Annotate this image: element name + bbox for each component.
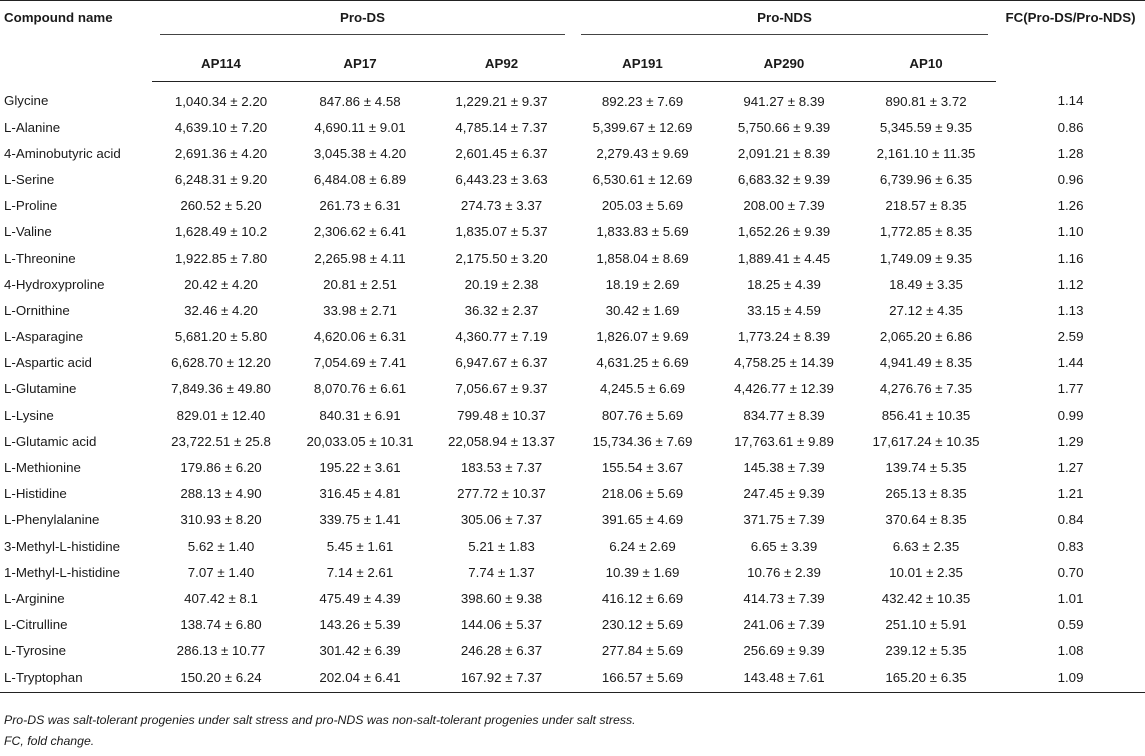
fc-cell: 0.70 (1057, 564, 1084, 580)
compound-name-cell: L-Methionine (4, 460, 81, 476)
value-cell: 208.00 ± 7.39 (743, 198, 825, 214)
value-cell: 239.12 ± 5.35 (885, 643, 967, 659)
compound-name-cell: L-Alanine (4, 119, 61, 135)
fc-cell: 1.44 (1057, 355, 1084, 371)
value-cell: 165.20 ± 6.35 (856, 664, 996, 693)
value-cell: 1,749.09 ± 9.35 (879, 250, 973, 266)
header-row-groups (0, 1, 1145, 47)
value-cell: 1,858.04 ± 8.69 (596, 250, 689, 266)
value-cell: 274.73 ± 3.37 (460, 198, 543, 214)
sample-header: AP10 (856, 46, 996, 82)
footnote-definition: Pro-DS was salt-tolerant progenies under salt stress and pro-NDS was non-salt-tolerant progenies under salt stress. (4, 713, 636, 727)
value-cell: 145.38 ± 7.39 (743, 460, 825, 476)
value-cell: 230.12 ± 5.69 (601, 617, 684, 633)
value-cell: 22,058.94 ± 13.37 (447, 433, 556, 449)
value-cell: 5,681.20 ± 5.80 (174, 329, 268, 345)
compound-name-cell: L-Ornithine (4, 302, 70, 318)
fc-cell: 0.59 (1057, 617, 1084, 633)
header-row-samples (0, 46, 1145, 82)
value-cell: 33.15 ± 4.59 (747, 302, 821, 318)
compound-name-cell: 1-Methyl-L-histidine (4, 564, 121, 580)
value-cell: 6,628.70 ± 12.20 (171, 355, 271, 371)
value-cell: 143.26 ± 5.39 (319, 617, 401, 633)
value-cell: 2,601.45 ± 6.37 (455, 145, 548, 161)
fc-cell: 1.09 (996, 664, 1145, 693)
value-cell: 32.46 ± 4.20 (184, 302, 258, 318)
value-cell: 277.72 ± 10.37 (457, 486, 546, 502)
value-cell: 143.48 ± 7.61 (712, 664, 856, 693)
fc-cell: 1.28 (1057, 145, 1084, 161)
value-cell: 288.13 ± 4.90 (180, 486, 262, 502)
value-cell: 890.81 ± 3.72 (885, 93, 967, 109)
value-cell: 246.28 ± 6.37 (460, 643, 543, 659)
fc-cell: 1.14 (1057, 93, 1084, 109)
table-footnotes (4, 710, 636, 752)
value-cell: 4,276.76 ± 7.35 (879, 381, 973, 397)
value-cell: 179.86 ± 6.20 (180, 460, 262, 476)
sample-header: AP191 (573, 46, 712, 82)
value-cell: 316.45 ± 4.81 (319, 486, 401, 502)
value-cell: 1,826.07 ± 9.69 (596, 329, 689, 345)
table-row (0, 350, 1145, 376)
value-cell: 218.57 ± 8.35 (885, 198, 967, 214)
value-cell: 1,889.41 ± 4.45 (737, 250, 831, 266)
fc-cell: 0.83 (1057, 538, 1084, 554)
value-cell: 5,345.59 ± 9.35 (879, 119, 973, 135)
value-cell: 6.24 ± 2.69 (609, 538, 676, 554)
value-cell: 1,652.26 ± 9.39 (737, 224, 831, 240)
value-cell: 277.84 ± 5.69 (601, 643, 684, 659)
value-cell: 1,773.24 ± 8.39 (737, 329, 831, 345)
table-row (0, 219, 1145, 245)
value-cell: 15,734.36 ± 7.69 (592, 433, 693, 449)
value-cell: 265.13 ± 8.35 (885, 486, 967, 502)
value-cell: 2,091.21 ± 8.39 (737, 145, 831, 161)
value-cell: 4,785.14 ± 7.37 (455, 119, 548, 135)
value-cell: 18.25 ± 4.39 (747, 276, 821, 292)
value-cell: 1,229.21 ± 9.37 (455, 93, 548, 109)
fc-cell: 1.13 (1057, 302, 1084, 318)
value-cell: 7.14 ± 2.61 (326, 564, 394, 580)
compound-name-cell: 3-Methyl-L-histidine (4, 538, 121, 554)
value-cell: 339.75 ± 1.41 (319, 512, 401, 528)
value-cell: 4,941.49 ± 8.35 (879, 355, 973, 371)
value-cell: 391.65 ± 4.69 (601, 512, 684, 528)
value-cell: 18.49 ± 3.35 (889, 276, 963, 292)
value-cell: 7.07 ± 1.40 (187, 564, 255, 580)
table-row (0, 140, 1145, 166)
value-cell: 4,690.11 ± 9.01 (314, 119, 406, 135)
compound-name-cell: L-Citrulline (4, 617, 68, 633)
value-cell: 7.74 ± 1.37 (468, 564, 535, 580)
value-cell: 4,245.5 ± 6.69 (600, 381, 685, 397)
value-cell: 10.01 ± 2.35 (889, 564, 963, 580)
compound-name-cell: L-Tyrosine (4, 643, 67, 659)
fc-cell: 1.21 (1057, 486, 1084, 502)
fc-cell: 1.77 (1057, 381, 1084, 397)
value-cell: 941.27 ± 8.39 (743, 93, 825, 109)
value-cell: 7,849.36 ± 49.80 (171, 381, 271, 397)
footnote-abbreviation: FC, fold change. (4, 734, 95, 748)
value-cell: 36.32 ± 2.37 (464, 302, 539, 318)
value-cell: 5.21 ± 1.83 (468, 538, 535, 554)
value-cell: 256.69 ± 9.39 (743, 643, 825, 659)
compound-name-cell: L-Arginine (4, 590, 65, 606)
compound-name-cell: L-Histidine (4, 486, 67, 502)
table-row (0, 271, 1145, 297)
value-cell: 166.57 ± 5.69 (573, 664, 712, 693)
fc-header: FC(Pro-DS/Pro-NDS) (996, 1, 1145, 82)
value-cell: 799.48 ± 10.37 (457, 407, 546, 423)
value-cell: 150.20 ± 6.24 (152, 664, 290, 693)
value-cell: 202.04 ± 6.41 (290, 664, 430, 693)
fc-cell: 1.26 (1057, 198, 1084, 214)
compound-name-cell: 4-Aminobutyric acid (4, 145, 121, 161)
fc-cell: 1.12 (1057, 276, 1084, 292)
value-cell: 20.19 ± 2.38 (464, 276, 539, 292)
value-cell: 5.62 ± 1.40 (187, 538, 255, 554)
value-cell: 1,040.34 ± 2.20 (174, 93, 268, 109)
compound-name-cell: Glycine (4, 93, 49, 109)
value-cell: 301.42 ± 6.39 (319, 643, 401, 659)
fc-cell: 2.59 (1057, 329, 1084, 345)
fc-cell: 1.08 (1057, 643, 1084, 659)
value-cell: 195.22 ± 3.61 (319, 460, 401, 476)
value-cell: 251.10 ± 5.91 (885, 617, 967, 633)
table-row (0, 193, 1145, 219)
value-cell: 205.03 ± 5.69 (601, 198, 684, 214)
value-cell: 834.77 ± 8.39 (743, 407, 825, 423)
value-cell: 155.54 ± 3.67 (601, 460, 684, 476)
sample-header: AP114 (152, 46, 290, 82)
value-cell: 2,065.20 ± 6.86 (879, 329, 973, 345)
table-body (0, 82, 1145, 693)
table-row (0, 402, 1145, 428)
value-cell: 4,631.25 ± 6.69 (596, 355, 689, 371)
value-cell: 2,306.62 ± 6.41 (313, 224, 407, 240)
value-cell: 1,772.85 ± 8.35 (879, 224, 973, 240)
group-header-pro-ds (152, 1, 573, 47)
table-row (0, 664, 1145, 693)
value-cell: 7,056.67 ± 9.37 (455, 381, 548, 397)
value-cell: 310.93 ± 8.20 (180, 512, 262, 528)
table-row (0, 428, 1145, 454)
value-cell: 2,161.10 ± 11.35 (876, 145, 976, 161)
compound-name-header: Compound name (0, 1, 152, 82)
value-cell: 5.45 ± 1.61 (326, 538, 394, 554)
value-cell: 18.19 ± 2.69 (605, 276, 680, 292)
value-cell: 892.23 ± 7.69 (601, 93, 684, 109)
compound-name-cell: L-Phenylalanine (4, 512, 100, 528)
compound-name-cell: L-Aspartic acid (4, 355, 92, 371)
value-cell: 475.49 ± 4.39 (319, 590, 401, 606)
value-cell: 20,033.05 ± 10.31 (306, 433, 414, 449)
value-cell: 1,628.49 ± 10.2 (174, 224, 268, 240)
value-cell: 829.01 ± 12.40 (176, 407, 266, 423)
value-cell: 241.06 ± 7.39 (743, 617, 825, 633)
value-cell: 6,739.96 ± 6.35 (879, 171, 973, 187)
sample-header: AP290 (712, 46, 856, 82)
value-cell: 20.42 ± 4.20 (184, 276, 258, 292)
value-cell: 856.41 ± 10.35 (881, 407, 971, 423)
value-cell: 6,248.31 ± 9.20 (174, 171, 268, 187)
value-cell: 6,484.08 ± 6.89 (313, 171, 407, 187)
compound-name-cell: L-Lysine (4, 407, 54, 423)
value-cell: 6,443.23 ± 3.63 (455, 171, 548, 187)
table-row (0, 585, 1145, 611)
table-row (0, 245, 1145, 271)
value-cell: 4,620.06 ± 6.31 (313, 329, 407, 345)
value-cell: 10.39 ± 1.69 (605, 564, 680, 580)
value-cell: 261.73 ± 6.31 (319, 198, 401, 214)
value-cell: 1,835.07 ± 5.37 (455, 224, 548, 240)
table-row (0, 638, 1145, 664)
fc-cell: 0.96 (1057, 171, 1084, 187)
value-cell: 139.74 ± 5.35 (885, 460, 967, 476)
table-row (0, 376, 1145, 402)
value-cell: 260.52 ± 5.20 (180, 198, 262, 214)
fc-cell: 1.01 (1057, 590, 1084, 606)
value-cell: 2,175.50 ± 3.20 (455, 250, 548, 266)
value-cell: 4,426.77 ± 12.39 (734, 381, 834, 397)
sample-header: AP17 (290, 46, 430, 82)
compound-name-cell: 4-Hydroxyproline (4, 276, 105, 292)
value-cell: 4,639.10 ± 7.20 (174, 119, 268, 135)
value-cell: 138.74 ± 6.80 (180, 617, 262, 633)
value-cell: 6.63 ± 2.35 (892, 538, 960, 554)
value-cell: 17,763.61 ± 9.89 (734, 433, 834, 449)
table-row (0, 612, 1145, 638)
value-cell: 416.12 ± 6.69 (601, 590, 684, 606)
value-cell: 20.81 ± 2.51 (323, 276, 397, 292)
compound-name-cell: L-Serine (4, 171, 55, 187)
value-cell: 167.92 ± 7.37 (430, 664, 573, 693)
value-cell: 407.42 ± 8.1 (184, 590, 258, 606)
compound-name-cell: L-Glutamic acid (4, 433, 97, 449)
value-cell: 7,054.69 ± 7.41 (313, 355, 407, 371)
fc-cell: 1.27 (1057, 460, 1084, 476)
compound-name-cell: L-Threonine (4, 250, 76, 266)
value-cell: 847.86 ± 4.58 (319, 93, 401, 109)
value-cell: 33.98 ± 2.71 (323, 302, 397, 318)
value-cell: 6,683.32 ± 9.39 (737, 171, 831, 187)
value-cell: 5,399.67 ± 12.69 (592, 119, 693, 135)
group-label-pro-ds: Pro-DS (160, 10, 565, 35)
value-cell: 414.73 ± 7.39 (743, 590, 825, 606)
value-cell: 4,360.77 ± 7.19 (455, 329, 548, 345)
value-cell: 27.12 ± 4.35 (889, 302, 963, 318)
value-cell: 6,530.61 ± 12.69 (592, 171, 693, 187)
value-cell: 218.06 ± 5.69 (601, 486, 684, 502)
value-cell: 144.06 ± 5.37 (460, 617, 543, 633)
table-row (0, 166, 1145, 192)
value-cell: 371.75 ± 7.39 (743, 512, 825, 528)
table-row (0, 559, 1145, 585)
fc-cell: 1.10 (1057, 224, 1084, 240)
value-cell: 10.76 ± 2.39 (747, 564, 821, 580)
value-cell: 5,750.66 ± 9.39 (737, 119, 831, 135)
compound-name-cell: L-Tryptophan (0, 664, 152, 693)
compound-name-cell: L-Asparagine (4, 329, 84, 345)
value-cell: 807.76 ± 5.69 (601, 407, 684, 423)
value-cell: 23,722.51 ± 25.8 (171, 433, 271, 449)
value-cell: 2,279.43 ± 9.69 (596, 145, 689, 161)
value-cell: 305.06 ± 7.37 (460, 512, 543, 528)
value-cell: 6,947.67 ± 6.37 (455, 355, 548, 371)
value-cell: 2,691.36 ± 4.20 (174, 145, 268, 161)
value-cell: 30.42 ± 1.69 (605, 302, 680, 318)
table-row (0, 481, 1145, 507)
table-row (0, 533, 1145, 559)
value-cell: 247.45 ± 9.39 (743, 486, 825, 502)
group-label-pro-nds: Pro-NDS (581, 10, 988, 35)
value-cell: 398.60 ± 9.38 (460, 590, 543, 606)
value-cell: 4,758.25 ± 14.39 (734, 355, 834, 371)
table-row (0, 82, 1145, 115)
value-cell: 3,045.38 ± 4.20 (313, 145, 407, 161)
table-row (0, 507, 1145, 533)
value-cell: 840.31 ± 6.91 (319, 407, 401, 423)
fc-cell: 1.16 (1057, 250, 1084, 266)
value-cell: 17,617.24 ± 10.35 (872, 433, 980, 449)
sample-header: AP92 (430, 46, 573, 82)
compound-name-cell: L-Glutamine (4, 381, 77, 397)
compound-name-cell: L-Proline (4, 198, 58, 214)
table-row (0, 324, 1145, 350)
table-row (0, 454, 1145, 480)
value-cell: 370.64 ± 8.35 (885, 512, 967, 528)
value-cell: 1,922.85 ± 7.80 (174, 250, 268, 266)
fc-cell: 0.86 (1057, 119, 1084, 135)
compound-name-cell: L-Valine (4, 224, 52, 240)
group-header-pro-nds (573, 1, 996, 47)
fc-cell: 0.99 (1057, 407, 1084, 423)
value-cell: 8,070.76 ± 6.61 (313, 381, 407, 397)
value-cell: 183.53 ± 7.37 (460, 460, 543, 476)
value-cell: 2,265.98 ± 4.11 (314, 250, 406, 266)
fc-cell: 1.29 (1057, 433, 1084, 449)
value-cell: 1,833.83 ± 5.69 (596, 224, 689, 240)
table-row (0, 114, 1145, 140)
table-row (0, 297, 1145, 323)
fc-cell: 0.84 (1057, 512, 1084, 528)
value-cell: 286.13 ± 10.77 (176, 643, 266, 659)
value-cell: 432.42 ± 10.35 (881, 590, 971, 606)
value-cell: 6.65 ± 3.39 (750, 538, 818, 554)
